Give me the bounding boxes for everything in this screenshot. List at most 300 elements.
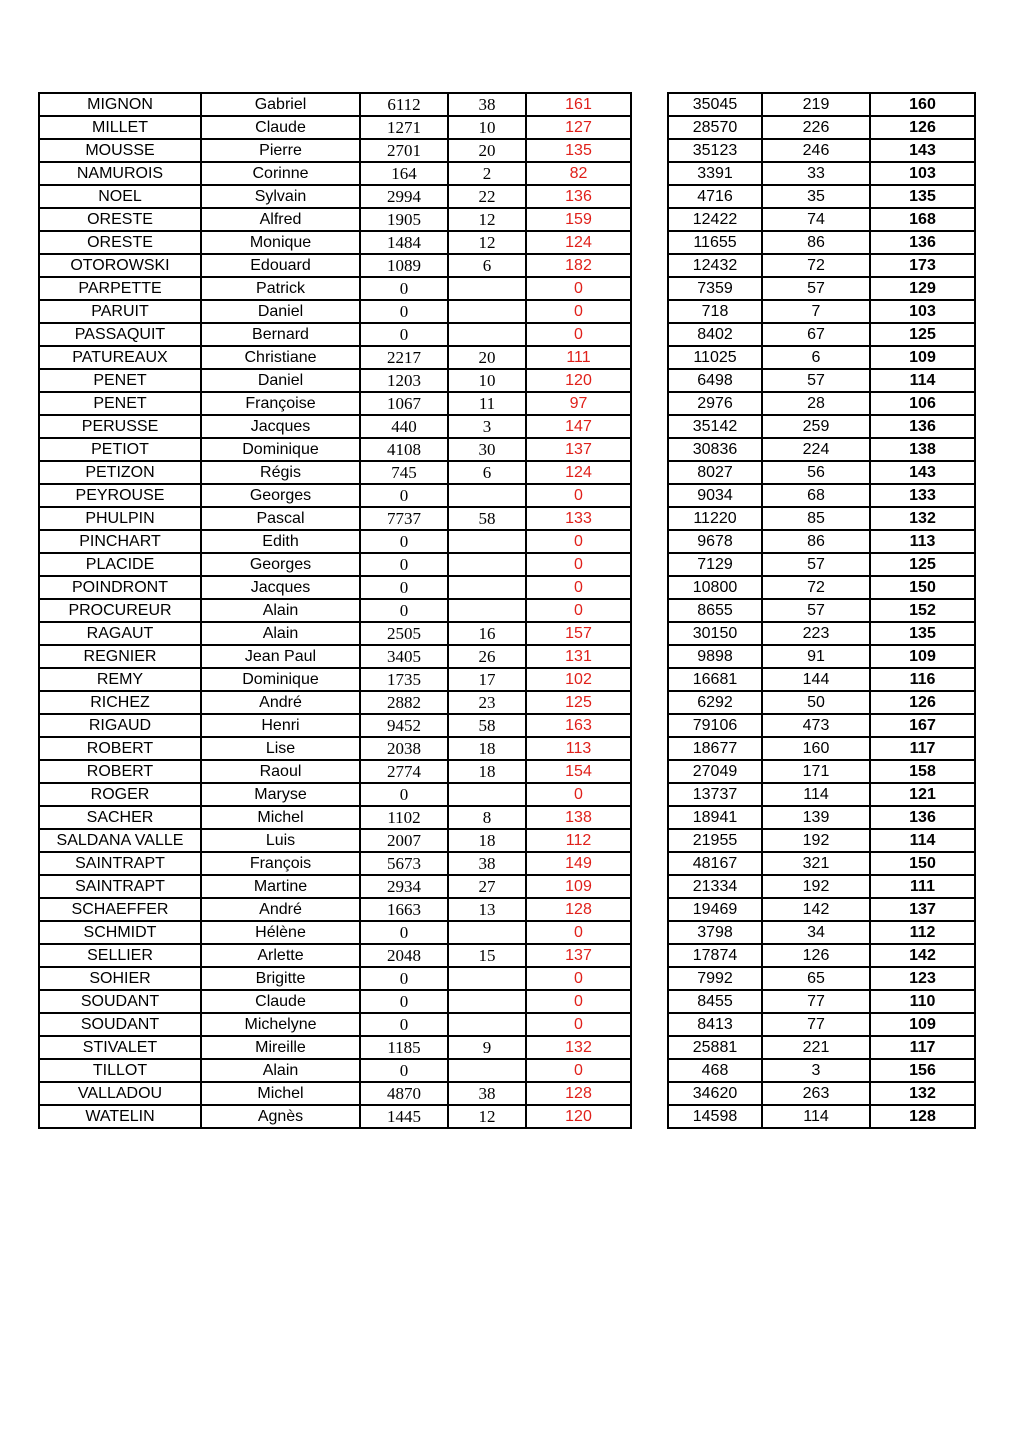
- count-cell: 22: [448, 185, 526, 208]
- average-cell: 0: [526, 277, 631, 300]
- table-row: [39, 116, 631, 139]
- last-name-cell: PARUIT: [39, 300, 201, 323]
- points-cell: 0: [360, 484, 448, 507]
- table-row: [668, 185, 975, 208]
- table-row: [39, 1082, 631, 1105]
- first-name-cell: Hélène: [201, 921, 360, 944]
- table-row: [668, 484, 975, 507]
- total-points-cell: 12422: [668, 208, 762, 231]
- table-row: [668, 622, 975, 645]
- total-count-cell: 50: [762, 691, 870, 714]
- table-row: [39, 392, 631, 415]
- last-name-cell: STIVALET: [39, 1036, 201, 1059]
- average-cell: 97: [526, 392, 631, 415]
- table-row: [668, 875, 975, 898]
- points-cell: 440: [360, 415, 448, 438]
- overall-average-cell: 103: [870, 300, 975, 323]
- total-points-cell: 35123: [668, 139, 762, 162]
- overall-average-cell: 136: [870, 806, 975, 829]
- last-name-cell: WATELIN: [39, 1105, 201, 1128]
- total-points-cell: 9898: [668, 645, 762, 668]
- overall-average-cell: 125: [870, 553, 975, 576]
- table-row: [39, 875, 631, 898]
- total-count-cell: 6: [762, 346, 870, 369]
- points-cell: 2774: [360, 760, 448, 783]
- count-cell: [448, 484, 526, 507]
- last-name-cell: SALDANA VALLE: [39, 829, 201, 852]
- average-cell: 124: [526, 461, 631, 484]
- last-name-cell: NAMUROIS: [39, 162, 201, 185]
- last-name-cell: PASSAQUIT: [39, 323, 201, 346]
- average-cell: 128: [526, 898, 631, 921]
- overall-average-cell: 160: [870, 93, 975, 116]
- points-cell: 1271: [360, 116, 448, 139]
- average-cell: 124: [526, 231, 631, 254]
- average-cell: 135: [526, 139, 631, 162]
- table-row: [668, 921, 975, 944]
- overall-average-cell: 128: [870, 1105, 975, 1128]
- first-name-cell: Dominique: [201, 668, 360, 691]
- average-cell: 0: [526, 530, 631, 553]
- total-count-cell: 86: [762, 231, 870, 254]
- count-cell: [448, 530, 526, 553]
- average-cell: 138: [526, 806, 631, 829]
- total-points-cell: 28570: [668, 116, 762, 139]
- count-cell: [448, 277, 526, 300]
- first-name-cell: Edith: [201, 530, 360, 553]
- last-name-cell: ROBERT: [39, 760, 201, 783]
- total-points-cell: 35142: [668, 415, 762, 438]
- first-name-cell: Alain: [201, 622, 360, 645]
- points-cell: 1102: [360, 806, 448, 829]
- table-row: [668, 346, 975, 369]
- first-name-cell: Georges: [201, 553, 360, 576]
- count-cell: 20: [448, 139, 526, 162]
- first-name-cell: Régis: [201, 461, 360, 484]
- count-cell: 10: [448, 116, 526, 139]
- total-count-cell: 3: [762, 1059, 870, 1082]
- count-cell: 17: [448, 668, 526, 691]
- count-cell: [448, 990, 526, 1013]
- average-cell: 102: [526, 668, 631, 691]
- average-cell: 161: [526, 93, 631, 116]
- total-points-cell: 79106: [668, 714, 762, 737]
- table-row: [39, 898, 631, 921]
- count-cell: 18: [448, 737, 526, 760]
- total-count-cell: 259: [762, 415, 870, 438]
- table-row: [668, 392, 975, 415]
- last-name-cell: MILLET: [39, 116, 201, 139]
- table-row: [668, 139, 975, 162]
- overall-average-cell: 137: [870, 898, 975, 921]
- last-name-cell: PHULPIN: [39, 507, 201, 530]
- total-count-cell: 139: [762, 806, 870, 829]
- total-count-cell: 224: [762, 438, 870, 461]
- first-name-cell: Sylvain: [201, 185, 360, 208]
- total-points-cell: 7992: [668, 967, 762, 990]
- total-count-cell: 72: [762, 254, 870, 277]
- overall-average-cell: 106: [870, 392, 975, 415]
- last-name-cell: PINCHART: [39, 530, 201, 553]
- points-cell: 2038: [360, 737, 448, 760]
- total-points-cell: 7129: [668, 553, 762, 576]
- total-count-cell: 226: [762, 116, 870, 139]
- total-points-cell: 18677: [668, 737, 762, 760]
- points-cell: 0: [360, 990, 448, 1013]
- overall-average-cell: 138: [870, 438, 975, 461]
- left-results-table: [38, 92, 632, 1129]
- overall-average-cell: 111: [870, 875, 975, 898]
- last-name-cell: MOUSSE: [39, 139, 201, 162]
- table-row: [668, 806, 975, 829]
- average-cell: 0: [526, 967, 631, 990]
- count-cell: [448, 967, 526, 990]
- table-row: [668, 1013, 975, 1036]
- average-cell: 182: [526, 254, 631, 277]
- total-points-cell: 8655: [668, 599, 762, 622]
- average-cell: 133: [526, 507, 631, 530]
- first-name-cell: Luis: [201, 829, 360, 852]
- table-row: [39, 1013, 631, 1036]
- count-cell: 27: [448, 875, 526, 898]
- table-row: [39, 783, 631, 806]
- total-points-cell: 35045: [668, 93, 762, 116]
- first-name-cell: Lise: [201, 737, 360, 760]
- overall-average-cell: 114: [870, 369, 975, 392]
- first-name-cell: Christiane: [201, 346, 360, 369]
- overall-average-cell: 158: [870, 760, 975, 783]
- table-row: [668, 760, 975, 783]
- first-name-cell: Michel: [201, 806, 360, 829]
- last-name-cell: PATUREAUX: [39, 346, 201, 369]
- overall-average-cell: 117: [870, 1036, 975, 1059]
- table-row: [39, 438, 631, 461]
- total-count-cell: 74: [762, 208, 870, 231]
- average-cell: 125: [526, 691, 631, 714]
- total-count-cell: 28: [762, 392, 870, 415]
- total-count-cell: 144: [762, 668, 870, 691]
- first-name-cell: Alfred: [201, 208, 360, 231]
- first-name-cell: Pascal: [201, 507, 360, 530]
- table-row: [39, 737, 631, 760]
- average-cell: 131: [526, 645, 631, 668]
- overall-average-cell: 142: [870, 944, 975, 967]
- last-name-cell: ROBERT: [39, 737, 201, 760]
- total-count-cell: 246: [762, 139, 870, 162]
- total-count-cell: 114: [762, 783, 870, 806]
- points-cell: 0: [360, 576, 448, 599]
- points-cell: 0: [360, 921, 448, 944]
- count-cell: 8: [448, 806, 526, 829]
- points-cell: 2882: [360, 691, 448, 714]
- total-count-cell: 160: [762, 737, 870, 760]
- total-points-cell: 468: [668, 1059, 762, 1082]
- table-row: [39, 277, 631, 300]
- points-cell: 2048: [360, 944, 448, 967]
- total-count-cell: 67: [762, 323, 870, 346]
- last-name-cell: SOUDANT: [39, 990, 201, 1013]
- first-name-cell: Monique: [201, 231, 360, 254]
- count-cell: [448, 576, 526, 599]
- total-points-cell: 18941: [668, 806, 762, 829]
- average-cell: 0: [526, 1013, 631, 1036]
- last-name-cell: RICHEZ: [39, 691, 201, 714]
- table-row: [39, 231, 631, 254]
- overall-average-cell: 126: [870, 691, 975, 714]
- first-name-cell: Françoise: [201, 392, 360, 415]
- points-cell: 0: [360, 599, 448, 622]
- overall-average-cell: 109: [870, 645, 975, 668]
- points-cell: 2701: [360, 139, 448, 162]
- overall-average-cell: 173: [870, 254, 975, 277]
- points-cell: 0: [360, 277, 448, 300]
- last-name-cell: REMY: [39, 668, 201, 691]
- average-cell: 113: [526, 737, 631, 760]
- overall-average-cell: 150: [870, 852, 975, 875]
- total-count-cell: 192: [762, 829, 870, 852]
- table-row: [668, 1105, 975, 1128]
- count-cell: 16: [448, 622, 526, 645]
- points-cell: 0: [360, 323, 448, 346]
- total-points-cell: 2976: [668, 392, 762, 415]
- first-name-cell: Alain: [201, 599, 360, 622]
- average-cell: 0: [526, 599, 631, 622]
- count-cell: 12: [448, 208, 526, 231]
- first-name-cell: Daniel: [201, 369, 360, 392]
- average-cell: 120: [526, 1105, 631, 1128]
- table-row: [668, 1036, 975, 1059]
- overall-average-cell: 125: [870, 323, 975, 346]
- points-cell: 0: [360, 1013, 448, 1036]
- last-name-cell: PENET: [39, 392, 201, 415]
- overall-average-cell: 132: [870, 507, 975, 530]
- first-name-cell: Patrick: [201, 277, 360, 300]
- average-cell: 157: [526, 622, 631, 645]
- total-points-cell: 11220: [668, 507, 762, 530]
- table-row: [39, 323, 631, 346]
- points-cell: 1484: [360, 231, 448, 254]
- first-name-cell: Henri: [201, 714, 360, 737]
- count-cell: 15: [448, 944, 526, 967]
- first-name-cell: Bernard: [201, 323, 360, 346]
- total-count-cell: 142: [762, 898, 870, 921]
- last-name-cell: RIGAUD: [39, 714, 201, 737]
- first-name-cell: Claude: [201, 116, 360, 139]
- total-count-cell: 57: [762, 599, 870, 622]
- count-cell: [448, 323, 526, 346]
- first-name-cell: Claude: [201, 990, 360, 1013]
- total-count-cell: 65: [762, 967, 870, 990]
- total-count-cell: 221: [762, 1036, 870, 1059]
- overall-average-cell: 136: [870, 231, 975, 254]
- left-table-body: [39, 93, 631, 1128]
- total-points-cell: 11655: [668, 231, 762, 254]
- table-row: [39, 185, 631, 208]
- average-cell: 0: [526, 990, 631, 1013]
- first-name-cell: Agnès: [201, 1105, 360, 1128]
- table-row: [39, 599, 631, 622]
- average-cell: 132: [526, 1036, 631, 1059]
- first-name-cell: Jacques: [201, 576, 360, 599]
- table-row: [668, 1082, 975, 1105]
- table-row: [39, 944, 631, 967]
- count-cell: 9: [448, 1036, 526, 1059]
- average-cell: 111: [526, 346, 631, 369]
- table-row: [39, 346, 631, 369]
- table-row: [668, 576, 975, 599]
- first-name-cell: Michel: [201, 1082, 360, 1105]
- points-cell: 745: [360, 461, 448, 484]
- total-count-cell: 68: [762, 484, 870, 507]
- table-row: [668, 93, 975, 116]
- last-name-cell: SAINTRAPT: [39, 852, 201, 875]
- points-cell: 2934: [360, 875, 448, 898]
- average-cell: 127: [526, 116, 631, 139]
- average-cell: 82: [526, 162, 631, 185]
- last-name-cell: OTOROWSKI: [39, 254, 201, 277]
- count-cell: 6: [448, 254, 526, 277]
- table-row: [668, 668, 975, 691]
- table-row: [668, 714, 975, 737]
- points-cell: 0: [360, 553, 448, 576]
- total-points-cell: 48167: [668, 852, 762, 875]
- points-cell: 6112: [360, 93, 448, 116]
- total-points-cell: 8455: [668, 990, 762, 1013]
- table-row: [39, 300, 631, 323]
- table-row: [39, 760, 631, 783]
- total-count-cell: 57: [762, 369, 870, 392]
- total-points-cell: 6292: [668, 691, 762, 714]
- first-name-cell: Jacques: [201, 415, 360, 438]
- total-count-cell: 192: [762, 875, 870, 898]
- count-cell: 12: [448, 231, 526, 254]
- total-count-cell: 34: [762, 921, 870, 944]
- average-cell: 128: [526, 1082, 631, 1105]
- total-count-cell: 223: [762, 622, 870, 645]
- total-points-cell: 8402: [668, 323, 762, 346]
- last-name-cell: SOUDANT: [39, 1013, 201, 1036]
- table-row: [39, 668, 631, 691]
- total-points-cell: 34620: [668, 1082, 762, 1105]
- points-cell: 9452: [360, 714, 448, 737]
- first-name-cell: Raoul: [201, 760, 360, 783]
- points-cell: 1663: [360, 898, 448, 921]
- table-row: [39, 1036, 631, 1059]
- points-cell: 1445: [360, 1105, 448, 1128]
- count-cell: [448, 1059, 526, 1082]
- last-name-cell: PETIZON: [39, 461, 201, 484]
- overall-average-cell: 121: [870, 783, 975, 806]
- total-points-cell: 3391: [668, 162, 762, 185]
- points-cell: 1089: [360, 254, 448, 277]
- total-points-cell: 9034: [668, 484, 762, 507]
- average-cell: 147: [526, 415, 631, 438]
- last-name-cell: ROGER: [39, 783, 201, 806]
- table-row: [668, 162, 975, 185]
- count-cell: [448, 1013, 526, 1036]
- table-row: [668, 438, 975, 461]
- total-count-cell: 56: [762, 461, 870, 484]
- table-row: [39, 484, 631, 507]
- table-row: [39, 415, 631, 438]
- points-cell: 1905: [360, 208, 448, 231]
- count-cell: 6: [448, 461, 526, 484]
- count-cell: 38: [448, 1082, 526, 1105]
- count-cell: 58: [448, 714, 526, 737]
- table-row: [39, 691, 631, 714]
- first-name-cell: Martine: [201, 875, 360, 898]
- table-row: [668, 208, 975, 231]
- table-row: [39, 530, 631, 553]
- right-table-body: [668, 93, 975, 1128]
- first-name-cell: André: [201, 898, 360, 921]
- total-count-cell: 77: [762, 990, 870, 1013]
- points-cell: 2007: [360, 829, 448, 852]
- total-points-cell: 13737: [668, 783, 762, 806]
- total-count-cell: 33: [762, 162, 870, 185]
- count-cell: 18: [448, 829, 526, 852]
- last-name-cell: SOHIER: [39, 967, 201, 990]
- first-name-cell: Edouard: [201, 254, 360, 277]
- average-cell: 0: [526, 553, 631, 576]
- points-cell: 164: [360, 162, 448, 185]
- average-cell: 120: [526, 369, 631, 392]
- points-cell: 4108: [360, 438, 448, 461]
- count-cell: 30: [448, 438, 526, 461]
- table-row: [668, 507, 975, 530]
- table-row: [39, 507, 631, 530]
- average-cell: 159: [526, 208, 631, 231]
- average-cell: 0: [526, 300, 631, 323]
- total-count-cell: 263: [762, 1082, 870, 1105]
- points-cell: 1735: [360, 668, 448, 691]
- total-points-cell: 12432: [668, 254, 762, 277]
- table-row: [39, 553, 631, 576]
- count-cell: [448, 300, 526, 323]
- overall-average-cell: 150: [870, 576, 975, 599]
- first-name-cell: Mireille: [201, 1036, 360, 1059]
- total-count-cell: 473: [762, 714, 870, 737]
- total-points-cell: 8027: [668, 461, 762, 484]
- total-count-cell: 126: [762, 944, 870, 967]
- overall-average-cell: 168: [870, 208, 975, 231]
- table-row: [39, 576, 631, 599]
- points-cell: 2994: [360, 185, 448, 208]
- overall-average-cell: 135: [870, 185, 975, 208]
- points-cell: 0: [360, 967, 448, 990]
- last-name-cell: SELLIER: [39, 944, 201, 967]
- last-name-cell: SCHAEFFER: [39, 898, 201, 921]
- last-name-cell: SCHMIDT: [39, 921, 201, 944]
- first-name-cell: Georges: [201, 484, 360, 507]
- last-name-cell: PEYROUSE: [39, 484, 201, 507]
- table-row: [668, 1059, 975, 1082]
- table-row: [668, 829, 975, 852]
- table-row: [668, 231, 975, 254]
- last-name-cell: PARPETTE: [39, 277, 201, 300]
- total-points-cell: 718: [668, 300, 762, 323]
- table-row: [668, 898, 975, 921]
- count-cell: 2: [448, 162, 526, 185]
- table-row: [39, 990, 631, 1013]
- overall-average-cell: 136: [870, 415, 975, 438]
- overall-average-cell: 113: [870, 530, 975, 553]
- total-count-cell: 72: [762, 576, 870, 599]
- overall-average-cell: 116: [870, 668, 975, 691]
- points-cell: 1203: [360, 369, 448, 392]
- average-cell: 0: [526, 576, 631, 599]
- last-name-cell: REGNIER: [39, 645, 201, 668]
